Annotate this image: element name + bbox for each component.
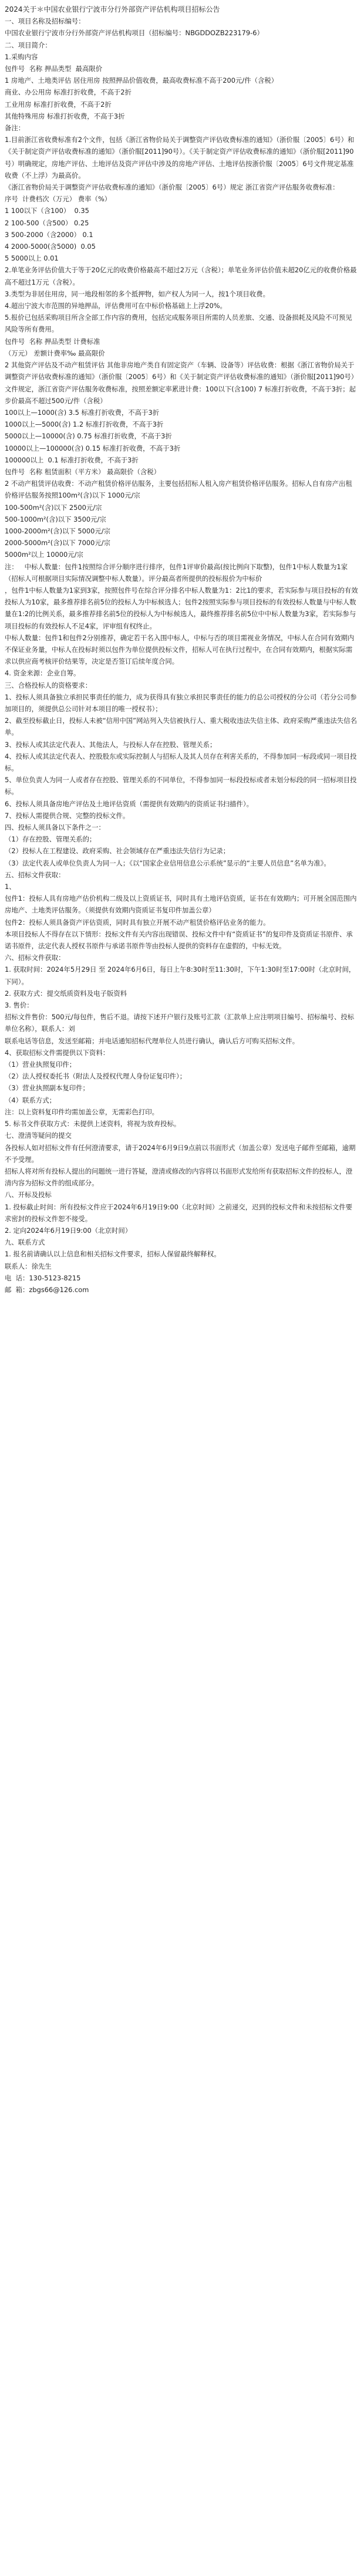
- announcement-line: 包件号 名称 押品类型 计费标准: [5, 337, 100, 346]
- announcement-line: 3、投标人或其法定代表人、其他法人，与投标人存在控股、管理关系；: [5, 740, 217, 749]
- announcement-line: 100以上—1000(含) 3.5 标准打折收费，不高于3折: [5, 408, 160, 417]
- announcement-line: 2 100-500（含500） 0.25: [5, 218, 89, 227]
- announcement-line: 2. 获取方式：提交纸质资料及电子版资料: [5, 989, 127, 998]
- announcement-line: 联系电话等信息，发送至邮箱；并电话通知招标代理单位人员进行确认，确认后方可购买招标文件。: [5, 1036, 299, 1045]
- announcement-line: （1）存在控股、管理关系的；: [5, 835, 96, 844]
- announcement-line: 九、联系方式: [5, 1238, 45, 1247]
- announcement-line: 工业用房 标准打折收费，不高于2折: [5, 100, 112, 109]
- announcement-line: 序号 计费档次（万元） 费率（%）: [5, 195, 112, 204]
- announcement-line: 注： 中标人数量：包件1按照综合评分顺序进行排序，包件1评审价最高(按比例向下取整)，包件1中标人数量为1家（招标人可根据项目实际情况调整中标人数量）。评分最高者所提供的投标报价为中标价: [5, 562, 348, 583]
- announcement-line: 3.类型为非居住用房，同一地段相邻的多个抵押物，如产权人为同一人，按1个项目收费。: [5, 289, 269, 298]
- announcement-line: 5.报价已包括采购项目所含全部工作内容的费用，包括完成服务项目所需的人员差旅、交通、设备损耗及风险不可预见风险等所有费用。: [5, 313, 352, 334]
- announcement-line: 五、招标文件获取：: [5, 870, 65, 879]
- announcement-line: 7、投标人需提供合规、完整的投标文件。: [5, 811, 130, 820]
- announcement-line: 注：以上资料复印件均需加盖公章，无需彩色打印。: [5, 1107, 159, 1116]
- announcement-line: 4 2000-5000(含5000) 0.05: [5, 242, 96, 251]
- announcement-line: 二、项目简介：: [5, 40, 52, 49]
- announcement-line: 100000以上 0.1 标准打折收费，不高于3折: [5, 455, 139, 464]
- announcement-line: 3 500-2000（含2000） 0.1: [5, 230, 93, 239]
- announcement-title: 2024关于＊中国农业银行宁波市分行外部资产评估机构项目招标公告: [5, 5, 220, 13]
- announcement-line: 2 其他资产评估及不动产租赁评估 其他非房地产类自有固定资产（车辆、设备等）评估收费：根据《浙江省物价局关于调整资产评估收费标准的通知》（浙价服〔2005〕6号）和《关于制定资产评估收费标准的通知》（浙价服[2011]90号）文件规定，浙江省资产评估服务收费标准，按照差额定率累进计费：100以下(含100) 7 标准打折收费，不高于3折；起步价最高不超过500元/件（含税）: [5, 361, 358, 405]
- announcement-line: （4）联系方式；: [5, 1096, 56, 1104]
- announcement-line: 1.采购内容: [5, 52, 38, 61]
- announcement-line: 商业、办公用房 标准打折收费，不高于2折: [5, 88, 132, 97]
- announcement-line: 备注：: [5, 124, 25, 133]
- announcement-line: 1000-2000m²(含)以下 5000元/宗: [5, 526, 111, 535]
- announcement-line: 中标人数量：包件1和包件2分别推荐，确定若干名入围中标人，中标与否的项目需视业务情况，中标人在合同有效期内不保证业务量，中标人在投标时须以包件为单位提供投标文件，招标人可在执行过程中，在合同有效期内，根据实际需求以供应商考核评价结果等，决定是否签订后续年度合同。: [5, 633, 355, 666]
- announcement-body: [5, 15, 358, 1296]
- announcement-line: （3）营业执照副本复印件；: [5, 1084, 89, 1093]
- announcement-line: 《浙江省物价局关于调整资产评估收费标准的通知》（浙价服〔2005〕6号）规定 浙江省资产评估服务收费标准：: [5, 183, 339, 192]
- announcement-line: 1、: [5, 883, 16, 891]
- announcement-line: 5000以上—10000(含) 0.75 标准打折收费，不高于3折: [5, 432, 172, 441]
- announcement-line: 七、澄清等疑问的提交: [5, 1131, 72, 1140]
- announcement-line: 4.超出宁波大市范围的异地押品，评估费用可在中标价格基础上上浮20%。: [5, 302, 227, 310]
- announcement-line: 4. 资金来源：企业自筹。: [5, 669, 80, 678]
- announcement-line: 2.单笔业务评估价值大于等于20亿元的收费价格最高不超过2万元（含税）；单笔业务评估价值未超20亿元的收费价格最高不超过1万元（含税）。: [5, 266, 357, 286]
- announcement-line: 招标人将对所有投标人提出的问题统一进行答疑，澄清或修改的内容将以书面形式发给所有获取招标文件的投标人，澄清内容为招标文件的组成部分。: [5, 1167, 353, 1188]
- announcement-line: 1. 获取时间：2024年5月29日 至 2024年6月6日，每日上午8:30时至11:30时，下午1:30时至17:00时（北京时间，下同）。: [5, 965, 356, 986]
- announcement-line: 包件1：投标人具有房地产估价机构二级及以上资质证书，同时具有土地评估资质，证书在有效期内；可开展全国范围内房地产、土地类评估服务。（须提供有效期内资质证书复印件加盖公章）: [5, 894, 357, 915]
- announcement-line: （万元） 差额计费率‰ 最高限价: [5, 349, 105, 357]
- announcement-line: 1 房地产、土地类评估 居住用房 按照押品价值收费，最高收费标准不高于200元/件（含税）: [5, 76, 278, 85]
- announcement-line: 中国农业银行宁波市分行外部资产评估机构项目（招标编号：NBGDDOZB223179-6）: [5, 29, 264, 38]
- announcement-line: 四、投标人须具备以下条件之一：: [5, 823, 105, 832]
- announcement-line: 4、投标人或其法定代表人、控股股东或实际控制人与招标人及其人员存在利害关系的，不得参加同一标段或同一项目投标。: [5, 752, 357, 772]
- announcement-line: 5. 标书文件获取方式：未提供上述资料，将视为放弃投标。: [5, 1120, 181, 1128]
- announcement-line: 1、投标人须具备独立承担民事责任的能力，成为获得具有独立承担民事责任的能力的总公司授权的分公司（若分公司参加项目的，须提供总公司针对本项目的唯一授权书）；: [5, 692, 357, 713]
- announcement-line: 5、单位负责人为同一人或者存在控股、管理关系的不同单位，不得参加同一标段投标或者未划分标段的同一招标项目投标。: [5, 776, 357, 796]
- announcement-line: 2. 定向2024年6月19日9:00（北京时间）: [5, 1226, 132, 1235]
- announcement-line: 1000以上—5000(含) 1.2 标准打折收费，不高于3折: [5, 420, 164, 429]
- announcement-line: 500-1000m²(含)以下 3500元/宗: [5, 515, 106, 523]
- announcement-line: （2）法人授权委托书（附法人及授权代理人身份证复印件）；: [5, 1072, 187, 1081]
- announcement-line: （1）营业执照复印件；: [5, 1060, 76, 1069]
- announcement-line: 5 5000以上 0.01: [5, 254, 59, 263]
- announcement-line: 各投标人如对招标文件有任何澄清要求，请于2024年6月9日9点前以书面形式（加盖公章）发送电子邮件至邮箱，逾期不予受理。: [5, 1143, 356, 1164]
- announcement-line: 八、开标及投标: [5, 1191, 52, 1199]
- announcement-line: 1.目前浙江省收费标准有2个文件，包括《浙江省物价局关于调整资产评估收费标准的通知》（浙价服〔2005〕6号）和《关于制定资产评估收费标准的通知》（浙价服[2011]90号）。《关于制定资产评估收费标准的通知》（浙价服[2011]90号）明确规定，房地产评估、土地评估及资产评估中涉及的房地产评估、土地评估按浙价服〔2005〕6号文件规定基准收费（不上浮）为最高价。: [5, 136, 355, 180]
- announcement-line: 4、获取招标文件需提供以下资料：: [5, 1048, 110, 1057]
- announcement-line: 联系人：徐先生: [5, 1262, 52, 1270]
- announcement-line: 电 话：130-5123-8215: [5, 1273, 81, 1282]
- announcement-line: 1 100以下（含100） 0.35: [5, 207, 89, 215]
- announcement-line: 包件2：投标人须具备资产评估资质，同时具有独立开展不动产租赁价格评估业务的能力。: [5, 918, 270, 927]
- announcement-line: 2 不动产租赁评估收费：不动产租赁价格评估服务，主要包括招标人租入房产租赁价格评估服务。招标人自有房产出租价格评估服务按照100m²(含)以下 1000元/宗: [5, 479, 352, 500]
- announcement-line: 一、项目名称及招标编号：: [5, 17, 85, 26]
- announcement-line: 10000以上—100000(含) 0.15 标准打折收费，不高于3折: [5, 444, 181, 452]
- announcement-line: 3. 售价：: [5, 1001, 33, 1010]
- announcement-line: ，包件1中标人数量为1家到3家，按照包件号在综合评分排名中标人数量为1：2比1的要求，若实际参与项目投标的有效投标人为10家，最多推荐排名前5位的投标人为中标候选人；包件2按照实际参与项目投标的有效投标人数量与中标人数量在1:2的比例关系，最多推荐排名前5位的投标人为中标候选人，最终推荐排名前5位中中标人数量为3家，若实际参与项目投标的有效投标人不足4家，评审组有权终止。: [5, 586, 358, 630]
- announcement-line: 招标文件售价：500元/每包件，售后不退。请按下述开户银行及账号汇款（汇款单上应注明项目编号、招标编号、投标单位名称），联系人：刘: [5, 1013, 355, 1033]
- announcement-line: 包件号 名称 押品类型 最高限价: [5, 65, 103, 73]
- announcement-line: 6、投标人须具备房地产评估及土地评估资质（需提供有效期内的资质证书扫描件）。: [5, 799, 254, 808]
- announcement-line: 三、合格投标人的资格要求：: [5, 681, 92, 689]
- announcement-line: 包件号 名称 租赁面积（平方米） 最高限价（含税）: [5, 467, 161, 476]
- announcement-line: 1. 报名前请确认以上信息和相关招标文件要求，招标人保留最终解释权。: [5, 1250, 221, 1259]
- announcement-line: 六、招标文件获取：: [5, 954, 65, 962]
- announcement-line: 2、截至投标截止日，投标人未被“信用中国”网站列入失信被执行人、重大税收违法失信主体、政府采购严重违法失信名单。: [5, 716, 357, 737]
- announcement-line: 100-500m²(含)以下 2500元/宗: [5, 503, 102, 512]
- announcement-line: 本项目投标人不得存在以下情形：投标文件有关内容出现错误、投标文件中有“资质证书”的复印件及资质证书原件、承诺书原件，法定代表人授权书原件与承诺书原件等由投标人提供的资料存在虚假的，中标无效。: [5, 929, 353, 951]
- announcement-line: 其他特殊用房 标准打折收费，不高于3折: [5, 111, 125, 120]
- announcement-line: 2000-5000m²(含)以下 7000元/宗: [5, 539, 111, 547]
- announcement-line: 1. 投标截止时间：所有投标文件应于2024年6月19日9:00（北京时间）之前递交，迟到的投标文件和未按招标文件要求密封的投标文件恕不接受。: [5, 1202, 352, 1223]
- announcement-line: （3）法定代表人或单位负责人为同一人；《以“国家企业信用信息公示系统”显示的“主要人员信息”名单为准》。: [5, 858, 331, 867]
- announcement-line: （2）投标人在工程建设、政府采购、社会领域存在严重违法失信行为记录；: [5, 847, 230, 856]
- announcement-line: 5000m²以上 10000元/宗: [5, 550, 83, 559]
- announcement-line: 邮 箱：zbgs66@126.com: [5, 1285, 89, 1294]
